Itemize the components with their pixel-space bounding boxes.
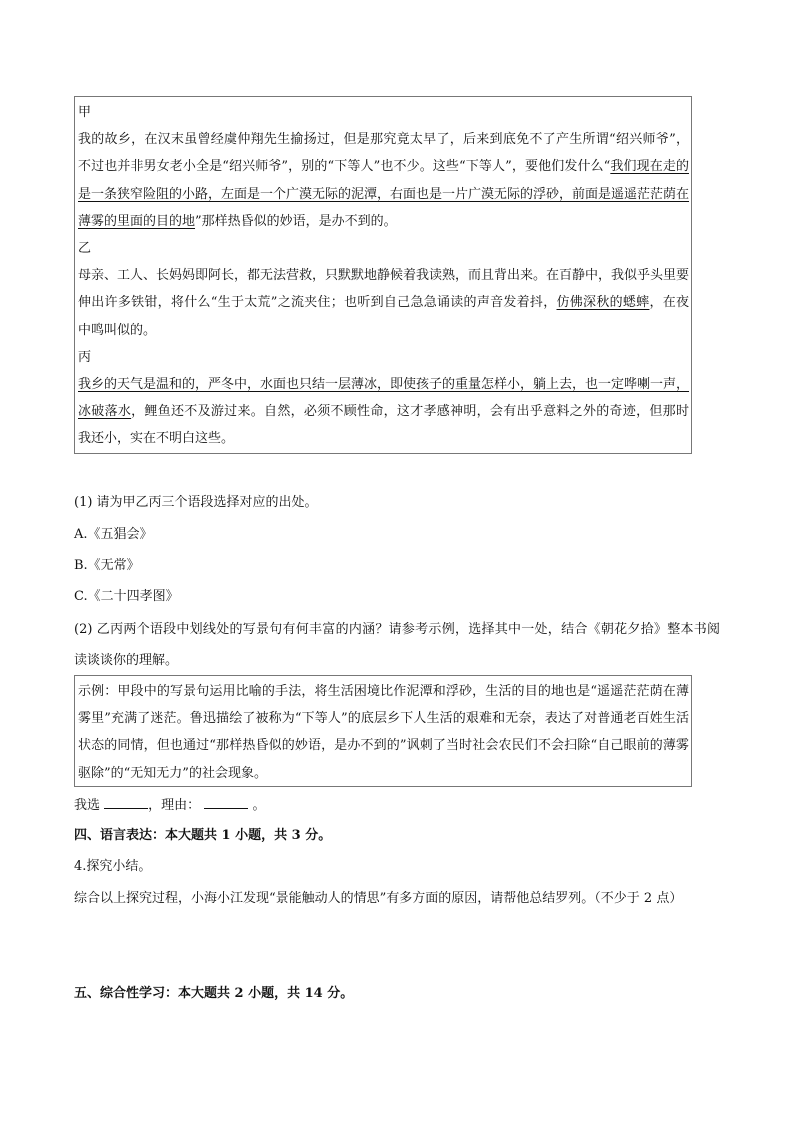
jia-text-2: ”那样热昏似的妙语，是办不到的。 xyxy=(195,213,397,229)
answer-suffix: 。 xyxy=(252,798,266,813)
jia-text-1: 我的故乡，在汉末虽曾经虞仲翔先生揄扬过，但是那究竟太早了，后来到底免不了产生所谓“绍兴师爷”，不过也并非男女老小全是“绍兴师爷”，别的“下等人”也不少。这些“下等人”，要他们发什么“ xyxy=(78,132,689,175)
passage-box xyxy=(74,96,692,454)
jia-underlined-sentence: 我们现在走的是一条狭窄险阻的小路，左面是一个广漠无际的泥潭，右面也是一片广漠无际的浮砂，前面是遥遥茫茫荫在薄雾的里面的目的地 xyxy=(78,159,690,229)
bing-underlined-sentence: 我乡的天气是温和的，严冬中，水面也只结一层薄冰，即使孩子的重量怎样小，躺上去，也一定哗喇一声，冰破落水 xyxy=(78,377,690,420)
answer-middle: ，理由： xyxy=(148,798,201,813)
jia-paragraph xyxy=(78,126,689,235)
yi-label: 乙 xyxy=(78,241,92,257)
q4-title: 4.探究小结。 xyxy=(74,859,152,874)
jia-label: 甲 xyxy=(78,105,92,120)
yi-paragraph xyxy=(78,262,689,344)
example-text: 示例：甲段中的写景句运用比喻的手法，将生活困境比作泥潭和浮砂，生活的目的地也是“遥遥茫茫荫在薄雾里”充满了迷茫。鲁迅描绘了被称为“下等人”的底层乡下人生活的艰难和无奈，表达了对普通老百姓生活状态的同情，但也通过“那样热昏似的妙语，是办不到的”讽刺了当时社会农民们不会扫除“自己眼前的薄雾驱除”的“无知无力”的社会现象。 xyxy=(78,684,689,781)
yi-text-1: 母亲、工人、长妈妈即阿长，都无法营救，只默默地静候着我读熟，而且背出来。在百静中，我似乎头里要伸出许多铁钳，将什么“生于太荒”之流夹住；也听到自己急急诵读的声音发着抖， xyxy=(78,268,690,311)
section4-heading: 四、语言表达：本大题共 1 小题，共 3 分。 xyxy=(74,828,332,843)
bing-paragraph xyxy=(78,371,689,453)
reason-blank[interactable] xyxy=(204,796,248,809)
choice-blank[interactable] xyxy=(104,796,148,809)
example-box xyxy=(74,675,692,787)
q2-answer-line xyxy=(74,796,724,816)
bing-label: 丙 xyxy=(78,349,92,365)
q1-stem: (1) 请为甲乙丙三个语段选择对应的出处。 xyxy=(74,495,318,510)
q1-option-c: C.《二十四孝图》 xyxy=(74,589,179,604)
section5-heading: 五、综合性学习：本大题共 2 小题，共 14 分。 xyxy=(74,986,354,1001)
q1-option-a: A.《五猖会》 xyxy=(74,527,153,542)
yi-text-2: ，在夜中鸣叫似的。 xyxy=(78,295,689,338)
q2-stem: (2) 乙丙两个语段中划线处的写景句有何丰富的内涵？请参考示例，选择其中一处，结合《朝花夕拾》整本书阅读谈谈你的理解。 xyxy=(74,622,720,668)
yi-underlined-sentence: 仿佛深秋的蟋蟀 xyxy=(556,295,650,311)
bing-text-2: ，鲤鱼还不及游过来。自然，必须不顾性命，这才孝感神明，会有出乎意料之外的奇迹，但那时我还小，实在不明白这些。 xyxy=(78,404,689,447)
q1-option-b: B.《无常》 xyxy=(74,558,140,573)
q4-text: 综合以上探究过程，小海小江发现“景能触动人的情思”有多方面的原因，请帮他总结罗列。（不少于 2 点） xyxy=(74,891,683,906)
answer-prefix: 我选 xyxy=(74,798,101,813)
